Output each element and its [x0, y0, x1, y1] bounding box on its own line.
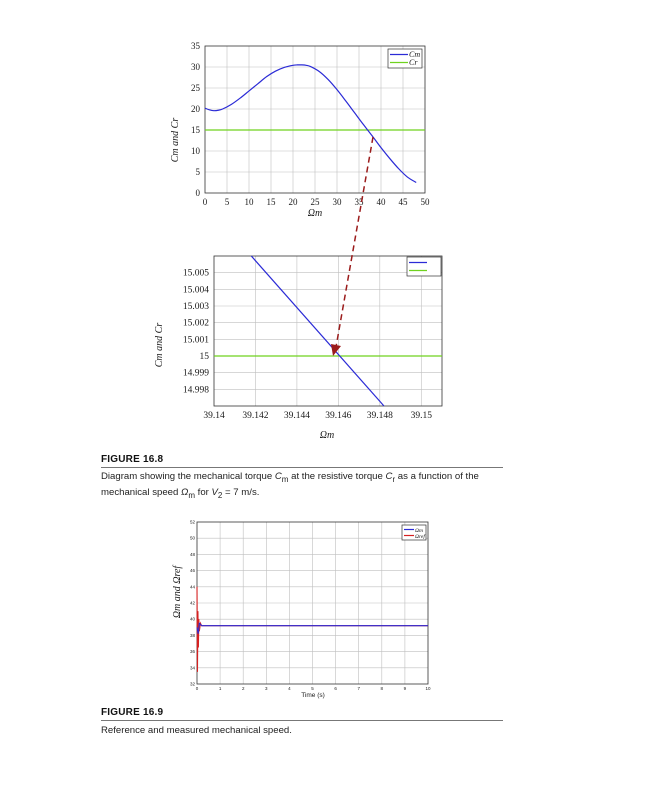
x-tick-label: 39.148	[366, 411, 393, 421]
legend	[402, 525, 426, 540]
x-tick-label: 7	[357, 686, 360, 691]
figure-caption: Reference and measured mechanical speed.	[101, 725, 292, 736]
legend-label: Cm	[409, 50, 421, 59]
y-tick-label: 15	[191, 125, 200, 135]
y-tick-label: 5	[195, 167, 200, 177]
legend	[388, 49, 422, 68]
y-tick-label: 20	[191, 104, 200, 114]
y-tick-label: 52	[189, 519, 195, 525]
y-tick-label: 25	[191, 83, 200, 93]
y-axis-label: Cm and Cr	[170, 117, 181, 163]
y-tick-label: 50	[189, 535, 195, 541]
x-tick-label: 39.146	[325, 411, 352, 421]
x-tick-label: 40	[376, 197, 386, 207]
figure-label: FIGURE 16.9	[101, 707, 164, 718]
x-tick-label: 39.15	[410, 411, 432, 421]
figure-label: FIGURE 16.8	[101, 454, 164, 465]
y-tick-label: 15.003	[182, 302, 209, 312]
y-tick-label: 48	[189, 551, 195, 557]
x-tick-label: 20	[288, 197, 298, 207]
x-tick-label: 8	[380, 686, 384, 691]
axes	[214, 256, 442, 406]
legend	[407, 257, 441, 276]
x-tick-label: 39.144	[283, 411, 310, 421]
x-tick-label: 45	[398, 197, 408, 207]
y-tick-label: 40	[189, 616, 195, 622]
series-group	[214, 256, 442, 406]
grid	[197, 522, 428, 684]
x-tick-label: 15	[266, 197, 276, 207]
y-tick-label: 15	[199, 352, 209, 362]
caption-divider	[101, 467, 503, 468]
x-tick-label: 4	[288, 686, 291, 691]
x-tick-label: 2	[241, 686, 245, 691]
x-axis-label: Ωm	[307, 208, 323, 219]
tick-labels	[190, 520, 431, 692]
arrow-head	[331, 344, 341, 356]
y-tick-label: 10	[191, 146, 200, 156]
dashed-arrow-line	[336, 137, 373, 347]
x-tick-label: 25	[310, 197, 320, 207]
tick-labels	[183, 269, 432, 421]
x-tick-label: 0	[202, 197, 208, 207]
y-tick-label: 44	[189, 584, 195, 590]
legend-box	[407, 257, 441, 276]
caption-divider	[101, 720, 503, 721]
y-tick-label: 34	[189, 665, 195, 671]
y-tick-label: 15.002	[182, 318, 209, 329]
series-line-cm	[205, 65, 416, 183]
legend-label: Cr	[409, 58, 418, 67]
y-tick-label: 42	[189, 600, 195, 606]
y-tick-label: 15.001	[182, 335, 209, 346]
x-tick-label: 35	[354, 197, 364, 207]
x-tick-label: 10	[244, 197, 254, 207]
legend-label: Ωm	[415, 528, 423, 534]
y-tick-label: 30	[191, 62, 200, 72]
y-tick-label: 14.998	[182, 385, 209, 396]
y-tick-label: 46	[189, 568, 195, 574]
x-tick-label: 39.142	[242, 411, 269, 421]
y-tick-label: 0	[195, 188, 200, 198]
x-tick-label: 9	[403, 686, 407, 691]
x-tick-label: 3	[265, 686, 268, 691]
figure-caption: Diagram showing the mechanical torque $C_m$ at the resistive torque $C_r$ as a function of the mechanical speed $\Omega_m$ for $V_2 = 7$ m/s.	[101, 471, 479, 500]
x-axis-label: Time (s)	[301, 692, 325, 699]
x-tick-label: 30	[332, 197, 342, 207]
plot-frame	[214, 256, 442, 406]
y-tick-label: 36	[189, 649, 195, 655]
series-line-cm	[251, 256, 384, 406]
x-tick-label: 6	[334, 686, 337, 691]
x-tick-label: 5	[311, 686, 314, 691]
x-tick-label: 1	[218, 686, 222, 691]
grid	[214, 256, 442, 406]
legend-label: Ωref	[415, 534, 425, 540]
y-axis-label: Cm and Cr	[154, 322, 165, 368]
y-tick-label: 14.999	[182, 368, 209, 379]
x-tick-label: 10	[425, 686, 431, 691]
x-tick-label: 5	[224, 197, 230, 207]
y-axis-label: Ωm and Ωref	[172, 565, 183, 619]
y-tick-label: 35	[191, 41, 200, 51]
x-tick-label: 50	[420, 197, 430, 207]
y-tick-label: 15.004	[182, 285, 209, 296]
y-tick-label: 32	[189, 681, 195, 687]
x-axis-label: Ωm	[319, 430, 335, 441]
x-tick-label: 39.14	[203, 411, 225, 421]
y-tick-label: 15.005	[182, 268, 209, 279]
y-tick-label: 38	[189, 632, 195, 638]
x-tick-label: 0	[195, 686, 199, 691]
